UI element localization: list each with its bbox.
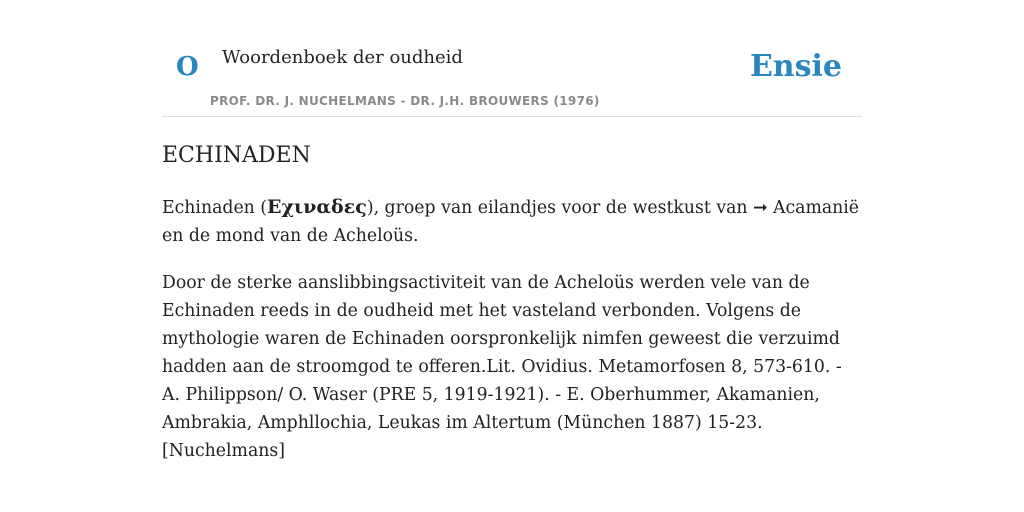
- article-container: [162, 0, 862, 465]
- p1-tail: en de mond van de Acheloüs.: [162, 226, 419, 247]
- p1-lead: Echinaden (: [162, 198, 268, 219]
- book-title-link[interactable]: Woordenboek der oudheid: [222, 47, 463, 68]
- entry-paragraph-1: [162, 193, 862, 250]
- ensie-logo-link[interactable]: Ensie: [749, 49, 842, 84]
- greek-term: Εχιναδες: [267, 196, 367, 219]
- book-letter-badge[interactable]: O: [176, 52, 199, 82]
- book-authors: PROF. DR. J. NUCHELMANS - DR. J.H. BROUWERS (1976): [210, 94, 600, 108]
- entry-paragraph-2: Door de sterke aanslibbingsactiviteit van de Acheloüs werden vele van de Echinaden reeds in de oudheid met het vasteland verbonden. Volgens de mythologie waren de Echinaden oorspronkelijk nimfen geweest die verzuimd hadden aan de stroomgod te offeren.Lit. Ovidius. Metamorfosen 8, 573-610. - A. Philippson/ O. Waser (PRE 5, 1919-1921). - E. Oberhummer, Akamanien, Ambrakia, Amphllochia, Leukas im Altertum (München 1887) 15-23. [Nuchelmans]: [162, 273, 842, 462]
- p1-mid: ), groep van eilandjes voor de westkust van: [366, 198, 754, 219]
- book-header: [162, 0, 862, 117]
- entry-title: ECHINADEN: [162, 143, 311, 168]
- cross-reference-link[interactable]: ➞ Acamanië: [753, 198, 860, 219]
